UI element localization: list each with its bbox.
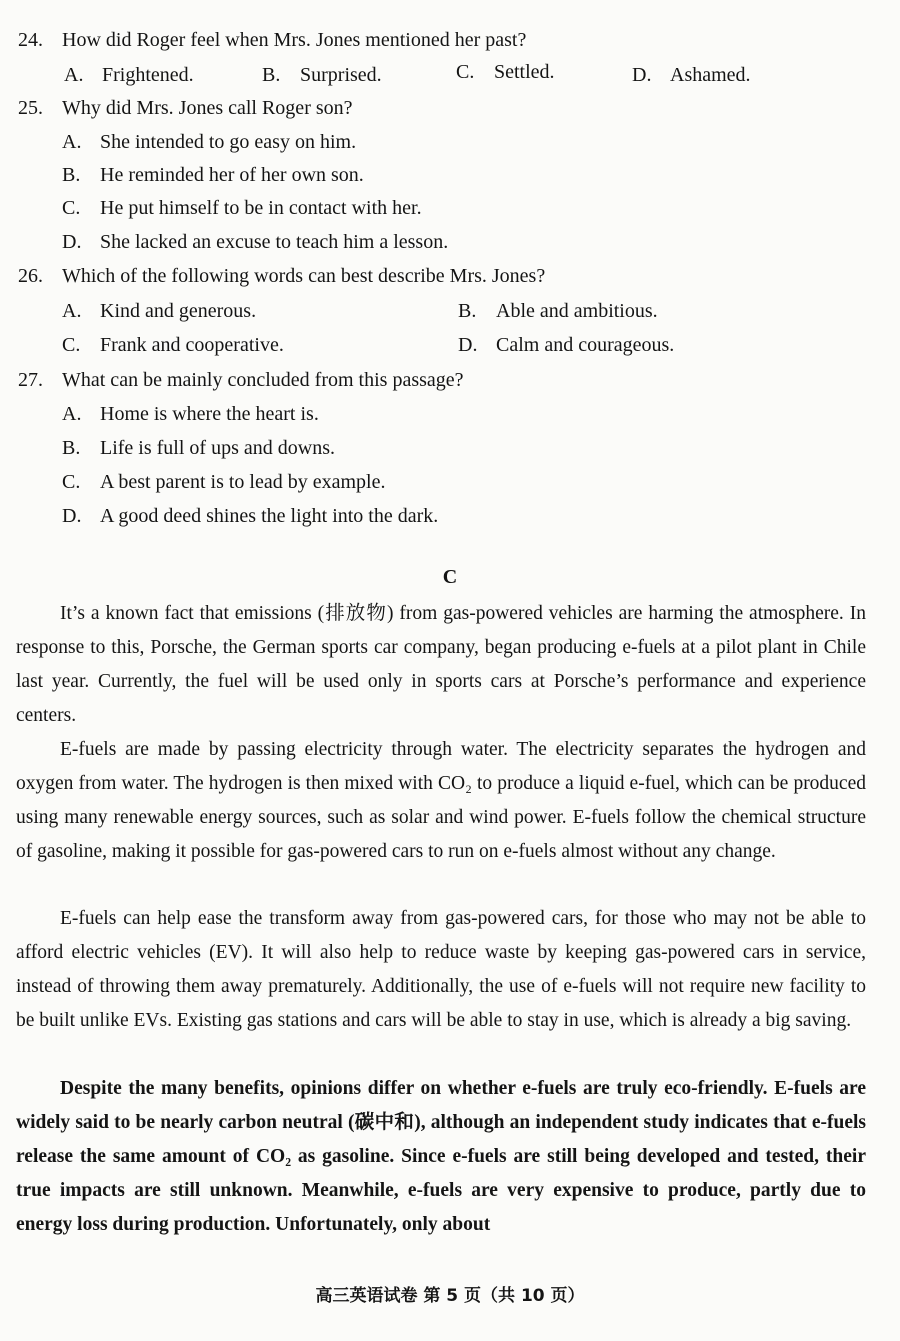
question-24 <box>18 28 526 52</box>
question-stem: Why did Mrs. Jones call Roger son? <box>62 97 353 119</box>
question-stem: What can be mainly concluded from this passage? <box>62 369 464 391</box>
question-number: 24. <box>18 29 43 51</box>
option-26-d: D. Calm and courageous. <box>458 334 675 356</box>
option-25-d: D. She lacked an excuse to teach him a lesson. <box>62 231 449 253</box>
option-27-d: D. A good deed shines the light into the dark. <box>62 505 439 527</box>
option-26-c: C. Frank and cooperative. <box>62 334 284 356</box>
passage-paragraph-1: It’s a known fact that emissions (排放物) from gas-powered vehicles are harming the atmosphere. In response to this, Porsche, the German sports car company, began producing e-fuels at a pilot plant in Chile last year. Currently, the fuel will be used only in sports cars at Porsche’s performance and experience centers. <box>16 603 866 726</box>
option-25-a: A. She intended to go easy on him. <box>62 131 357 153</box>
option-25-c: C. He put himself to be in contact with her. <box>62 197 422 219</box>
option-24-c: C. Settled. <box>456 61 555 83</box>
page-footer: 高三英语试卷 第 5 页（共 10 页） <box>315 1286 585 1306</box>
question-27 <box>18 368 464 392</box>
option-24-d: D. Ashamed. <box>632 64 751 86</box>
question-number: 27. <box>18 369 43 391</box>
option-27-a: A. Home is where the heart is. <box>62 403 319 425</box>
section-title: C <box>442 566 458 588</box>
option-26-b: B. Able and ambitious. <box>458 300 658 322</box>
question-number: 25. <box>18 97 43 119</box>
option-25-b: B. He reminded her of her own son. <box>62 164 364 186</box>
question-number: 26. <box>18 265 43 287</box>
option-24-a: A. Frightened. <box>64 64 194 86</box>
question-stem: Which of the following words can best describe Mrs. Jones? <box>62 265 546 287</box>
passage-paragraph-4: Despite the many benefits, opinions differ on whether e-fuels are truly eco-friendly. E-fuels are widely said to be nearly carbon neutral (碳中和), although an independent study indicates that e-fuels release the same amount of CO₂ as gasoline. Since e-fuels are still being developed and tested, their true impacts are still unknown. Meanwhile, e-fuels are very expensive to produce, partly due to energy loss during production. Unfortunately, only about <box>16 1078 866 1235</box>
question-25 <box>18 96 353 120</box>
option-27-b: B. Life is full of ups and downs. <box>62 437 335 459</box>
passage-paragraph-2: E-fuels are made by passing electricity through water. The electricity separates the hydrogen and oxygen from water. The hydrogen is then mixed with CO₂ to produce a liquid e-fuel, which can be produced using many renewable energy sources, such as solar and wind power. E-fuels follow the chemical structure of gasoline, making it possible for gas-powered cars to run on e-fuels almost without any change. <box>16 739 866 862</box>
option-24-b: B. Surprised. <box>262 64 382 86</box>
option-26-a: A. Kind and generous. <box>62 300 257 322</box>
question-26 <box>18 264 545 288</box>
question-stem: How did Roger feel when Mrs. Jones mentioned her past? <box>62 29 527 51</box>
passage-paragraph-3: E-fuels can help ease the transform away from gas-powered cars, for those who may not be able to afford electric vehicles (EV). It will also help to reduce waste by keeping gas-powered cars in service, instead of throwing them away prematurely. Additionally, the use of e-fuels will not require new facility to be built unlike EVs. Existing gas stations and cars will be able to stay in use, which is already a big saving. <box>16 908 866 1031</box>
option-27-c: C. A best parent is to lead by example. <box>62 471 386 493</box>
